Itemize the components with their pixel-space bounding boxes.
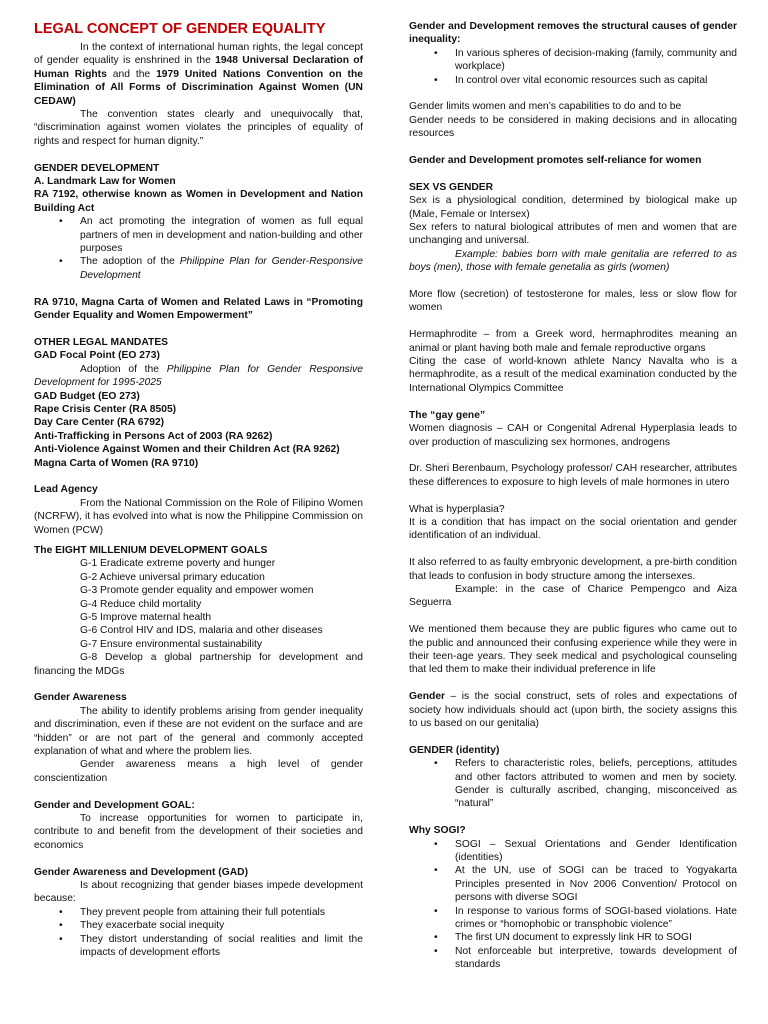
lead-agency-text: From the National Commission on the Role of Filipino Women (NCRFW), it has evolved into what is now the Philippine Commission on Women (PCW) [34,497,363,536]
list-item: • The first UN document to expressly link HR to SOGI [409,931,737,944]
list-item: • They exacerbate social inequity [34,919,363,932]
faulty-text: It also referred to as faulty embryonic development, a pre-birth condition that leads to confusion in body structure among the intersexes. [409,557,737,582]
goal-item: G-6 Control HIV and IDS, malaria and other diseases [80,625,323,637]
mandate-item: GAD Budget (EO 273) [34,390,140,402]
gender-definition: Gender – is the social construct, sets of roles and expectations of society how individuals should act (upon birth, the society assigns this to us based on our genitalia) [409,691,737,729]
self-reliance-heading: Gender and Development promotes self-reliance for women [409,155,702,167]
ra7192-heading: RA 7192, otherwise known as Women in Development and Nation Building Act [34,189,363,214]
list-item: • An act promoting the integration of women as full equal partners of men in development and nation-building and other purposes [34,215,363,255]
sex-text-2: Sex refers to natural biological attributes of men and women that are unchanging and universal. [409,222,737,247]
gd-goal-text: To increase opportunities for women to participate in, contribute to and benefit from the development of their societies and economics [34,813,363,851]
mandate-item: Anti-Violence Against Women and their Children Act (RA 9262) [34,444,340,456]
gender-awareness-heading: Gender Awareness [34,692,127,704]
list-item: • They distort understanding of social realities and limit the impacts of development efforts [34,933,363,960]
gay-gene-text: Women diagnosis – CAH or Congenital Adrenal Hyperplasia leads to over production of masculizing sex hormones, androgens [409,423,737,448]
sex-example: Example: babies born with male genitalia are referred to as boys (men), those with female genetalia as girls (women) [409,248,737,274]
intro-paragraph: In the context of international human rights, the legal concept of gender equality is enshrined in the 1948 Universal Declaration of Human Rights and the 1979 United Nations Convention on the Elimination of All Forms of Discrimination Against Women (UN CEDAW) [34,42,363,107]
gender-awareness-text-2: Gender awareness means a high level of gender conscientization [34,759,363,784]
sex-vs-gender-heading: SEX VS GENDER [409,181,494,193]
gd-goal-heading: Gender and Development GOAL: [34,799,195,811]
goal-item: G-8 Develop a global partnership for development and financing the MDGs [34,652,363,677]
gad-heading: Gender Awareness and Development (GAD) [34,866,249,878]
lead-agency-heading: Lead Agency [34,484,98,496]
mandate-item: Rape Crisis Center (RA 8505) [34,403,177,415]
mandate-item: Day Care Center (RA 6792) [34,417,165,429]
why-sogi-heading: Why SOGI? [409,825,466,837]
page-title: LEGAL CONCEPT OF GENDER EQUALITY [34,21,326,37]
berenbaum-text: Dr. Sheri Berenbaum, Psychology professor/ CAH researcher, attributes these differences to exposure to high levels of male hormones in utero [409,463,737,488]
left-column [34,20,363,960]
list-item: • Not enforceable but interpretive, towards development of standards [409,945,737,972]
gender-development-heading: GENDER DEVELOPMENT [34,162,160,174]
list-item: • In control over vital economic resources such as capital [409,74,737,87]
goal-item: G-5 Improve maternal health [80,612,212,623]
right-column [409,20,737,972]
limits-text-2: Gender needs to be considered in making decisions and in allocating resources [409,114,737,140]
removes-list [409,47,737,87]
goal-item: G-3 Promote gender equality and empower women [80,585,314,597]
mandate-item: Anti-Trafficking in Persons Act of 2003 (RA 9262) [34,430,273,442]
other-legal-mandates-heading: OTHER LEGAL MANDATES [34,336,169,348]
hyperplasia-question: What is hyperplasia? [409,503,505,515]
list-item: • In various spheres of decision-making (family, community and workplace) [409,47,737,74]
mentioned-text: We mentioned them because they are public figures who came out to the public and announced their confusing experience while they were in their teen-age years. They seek medical and psychological counseling that led them to make their individual preference in life [409,624,737,676]
adoption-paragraph: Adoption of the Philippine Plan for Gender Responsive Development for 1995-2025 [34,363,363,389]
gad-list [34,906,363,960]
convention-paragraph: The convention states clearly and unequivocally that, “discrimination against women violates the principles of equality of rights and respect for human dignity.” [34,109,363,147]
hermaphrodite-text: Hermaphrodite – from a Greek word, hermaphrodites meaning an animal or plant having both male and female reproductive organs [409,329,737,354]
list-item: • SOGI – Sexual Orientations and Gender Identification (identities) [409,838,737,865]
gender-identity-heading: GENDER (identity) [409,744,500,756]
list-item: • At the UN, use of SOGI can be traced to Yogyakarta Principles presented in Nov 2006 Convention/ Protocol on persons with diverse SOGI [409,864,737,904]
sex-text: Sex is a physiological condition, determined by biological make up (Male, Female or Intersex) [409,195,737,220]
goal-item: G-7 Ensure environmental sustainability [80,638,263,650]
hyperplasia-answer: It is a condition that has impact on the social orientation and gender identification of an individual. [409,516,737,542]
limits-text: Gender limits women and men’s capabilities to do and to be [409,101,682,113]
ra9710-heading: RA 9710, Magna Carta of Women and Related Laws in “Promoting Gender Equality and Women Empowerment” [34,296,363,322]
list-item: • They prevent people from attaining their full potentials [34,906,363,919]
gay-gene-heading: The “gay gene” [409,409,486,421]
faulty-example: Example: in the case of Charice Pempengco and Aiza Seguerra [409,583,737,609]
gender-identity-list [409,757,737,811]
list-item: • In response to various forms of SOGI-based violations. Hate crimes or “homophobic or transphobic violence” [409,905,737,932]
hermaphrodite-text-2: Citing the case of world-known athlete Nancy Navalta who is a hermaphrodite, as a result of the medical examination conducted by the International Olympics Committee [409,356,737,394]
mandate-item: Magna Carta of Women (RA 9710) [34,457,199,469]
list-item: • Refers to characteristic roles, beliefs, perceptions, attitudes and other factors attributed to women and men by society. Gender is culturally ascribed, changing, misconceived as “natural” [409,757,737,811]
list-item: • The adoption of the Philippine Plan for Gender-Responsive Development [34,255,363,282]
ra7192-list [34,215,363,282]
goal-item: G-4 Reduce child mortality [80,598,202,610]
sogi-list [409,838,737,972]
goal-item: G-1 Eradicate extreme poverty and hunger [80,558,276,570]
landmark-heading: A. Landmark Law for Women [34,176,176,188]
removes-heading: Gender and Development removes the structural causes of gender inequality: [409,21,737,46]
gad-focal-point: GAD Focal Point (EO 273) [34,350,160,362]
flow-text: More flow (secretion) of testosterone for males, less or slow flow for women [409,289,737,314]
gad-text: Is about recognizing that gender biases impede development because: [34,880,363,905]
mdg-heading: The EIGHT MILLENIUM DEVELOPMENT GOALS [34,544,268,556]
gender-awareness-text: The ability to identify problems arising from gender inequality and discrimination, even if these are not evident on the surface and are “hidden” or are not part of the general and commonly accepted explanation of what and where the problem lies. [34,705,363,758]
goal-item: G-2 Achieve universal primary education [80,571,265,583]
